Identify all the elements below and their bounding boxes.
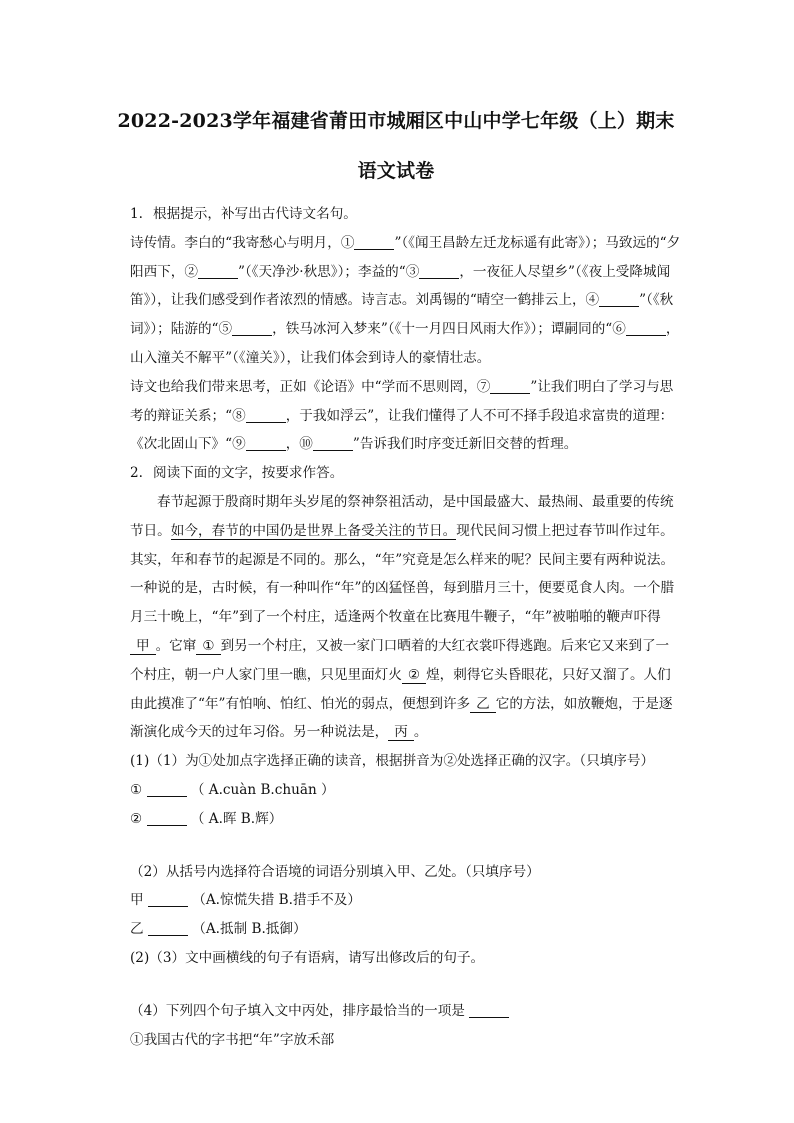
sub2-option-2 xyxy=(130,915,682,944)
q1-text: 诗文也给我们带来思考，正如《论语》中“学而不思则罔，⑦ xyxy=(130,378,491,395)
underlined-sentence: 如今，春节的中国仍是世界上备受关注的节日。 xyxy=(170,522,457,539)
blank-mark-2: ② xyxy=(402,667,426,684)
q2-number: 2. xyxy=(130,465,143,482)
blank-mark-1: ① xyxy=(196,638,220,655)
q2-passage xyxy=(130,488,682,747)
answer-blank-2[interactable] xyxy=(198,262,238,279)
option-text: （ A.cuàn B.chuān ） xyxy=(190,781,335,798)
option-number: 甲 xyxy=(130,892,144,909)
answer-blank-8[interactable] xyxy=(246,406,286,423)
passage-text: 春节起源于殷商时期年头岁尾的祭神祭祖活动，是中国最盛大、最热闹、最重要的传统节日。 xyxy=(130,493,674,539)
q1-text: ，山入潼关不解平”（《潼关》），让我们体会到诗人的豪情壮志。 xyxy=(130,321,680,366)
spacer xyxy=(130,973,682,997)
option-text: （A.抵制 B.抵御） xyxy=(192,921,307,938)
sub-question-2: （2）从括号内选择符合语境的词语分别填入甲、乙处。（只填序号） xyxy=(130,863,540,880)
title-line-1: 2022-2023学年福建省莆田市城厢区中山中学七年级（上）期末 xyxy=(117,110,675,132)
q1-text: ，⑩ xyxy=(285,436,313,453)
answer-blank-6[interactable] xyxy=(626,319,666,336)
answer-blank-sub1-1[interactable] xyxy=(147,780,187,797)
answer-blank-9[interactable] xyxy=(246,434,286,451)
option-text: （A.惊慌失措 B.措手不及） xyxy=(192,892,361,909)
blank-mark-bing: 丙 xyxy=(388,724,414,741)
answer-blank-sub1-2[interactable] xyxy=(147,809,187,826)
sub-question-3: (2)（3）文中画横线的句子有语病，请写出修改后的句子。 xyxy=(130,949,485,966)
q2-prompt: 阅读下面的文字，按要求作答。 xyxy=(152,465,344,482)
answer-blank-1[interactable] xyxy=(354,233,394,250)
answer-blank-sub4[interactable] xyxy=(469,1001,509,1018)
passage-text: 。 xyxy=(413,724,428,741)
q2-heading xyxy=(130,459,682,488)
sub4-label: （4）下列四个句子填入文中丙处，排序最恰当的一项是 xyxy=(130,1002,465,1019)
blank-mark-yi: 乙 xyxy=(470,696,496,713)
q1-prompt: 根据提示，补写出古代诗文名句。 xyxy=(152,206,357,222)
spacer xyxy=(130,834,682,858)
answer-blank-4[interactable] xyxy=(599,290,639,307)
q1-text: ”（《秋词》）；陆游的“⑤ xyxy=(130,292,674,338)
answer-blank-5[interactable] xyxy=(232,319,272,336)
q1-text: ”（《天净沙·秋思》）；李益的“③ xyxy=(237,263,420,280)
title-line-2: 语文试卷 xyxy=(357,160,435,182)
sub1-option-2 xyxy=(130,805,682,834)
q1-paragraph-1 xyxy=(130,229,682,373)
option-number: 乙 xyxy=(130,921,144,938)
answer-blank-sub2-2[interactable] xyxy=(148,919,188,936)
sub2-option-1 xyxy=(130,886,682,915)
option-text: （ A.晖 B.辉） xyxy=(190,810,283,827)
sub-question-4 xyxy=(130,997,682,1026)
exam-title xyxy=(110,96,682,196)
q1-text: ，铁马冰河入梦来”（《十一月四日风雨大作》）；谭嗣同的“⑥ xyxy=(272,321,626,338)
sub-question-1: (1)（1）为①处加点字选择正确的读音，根据拼音为②处选择正确的汉字。（只填序号） xyxy=(130,753,655,770)
q1-paragraph-2 xyxy=(130,373,682,459)
q1-text: ”告诉我们时序变迁新旧交替的哲理。 xyxy=(352,436,578,453)
answer-blank-3[interactable] xyxy=(419,262,459,279)
q1-text: ，一夜征人尽望乡”（《夜上受降城闻笛》），让我们感受到作者浓烈的情感。诗言志。刘禹锡的“晴空一鹤排云上，④ xyxy=(130,263,671,309)
passage-text: 到另一个村庄，又被一家门口晒着的大红衣裳吓得逃跑。后来它又来到了一个村庄，朝一户人家门里一瞧，只见里面灯火 xyxy=(130,637,670,683)
answer-blank-7[interactable] xyxy=(490,377,530,394)
option-number: ② xyxy=(130,810,143,827)
q1-text: 诗传情。李白的“我寄愁心与明月，① xyxy=(130,234,355,251)
sub4-sentence-1: ①我国古代的字书把“年”字放禾部 xyxy=(130,1031,335,1048)
q1-number: 1. xyxy=(130,206,143,222)
option-number: ① xyxy=(130,781,143,798)
passage-text: 煌，刺得它头昏眼花，只好又溜了。人们由此摸准了“年”有怕响、怕红、怕光的弱点，便想到许多 xyxy=(130,666,671,712)
passage-text: 。它窜 xyxy=(155,637,197,654)
passage-text: 它的方法，如放鞭炮，于是逐渐演化成今天的过年习俗。另一种说法是， xyxy=(130,695,673,741)
exam-body xyxy=(130,200,682,1054)
q1-text: ”让我们明白了学习与思考的辩证关系；“⑧ xyxy=(130,378,674,424)
answer-blank-sub2-1[interactable] xyxy=(148,890,188,907)
answer-blank-10[interactable] xyxy=(313,434,353,451)
q1-heading xyxy=(130,200,682,229)
q1-text: ”（《闻王昌龄左迁龙标遥有此寄》）；马致远的“夕阳西下，② xyxy=(130,234,681,280)
sub1-option-1 xyxy=(130,776,682,805)
q1-text: ，于我如浮云”，让我们懂得了人不可不择手段追求富贵的道理：《次北固山下》“⑨ xyxy=(130,407,674,453)
blank-mark-jia: 甲 xyxy=(130,638,156,655)
passage-text: 现代民间习惯上把过春节叫作过年。其实，年和春节的起源是不同的。那么，“年”究竟是怎么样来的呢？民间主要有两种说法。一种说的是，古时候，有一种叫作“年”的凶猛怪兽，每到腊月三十，便要觅食人肉。一个腊月三十晚上，“年”到了一个村庄，适逢两个牧童在比赛甩牛鞭子，“年”被啪啪的鞭声吓得 xyxy=(130,522,675,626)
